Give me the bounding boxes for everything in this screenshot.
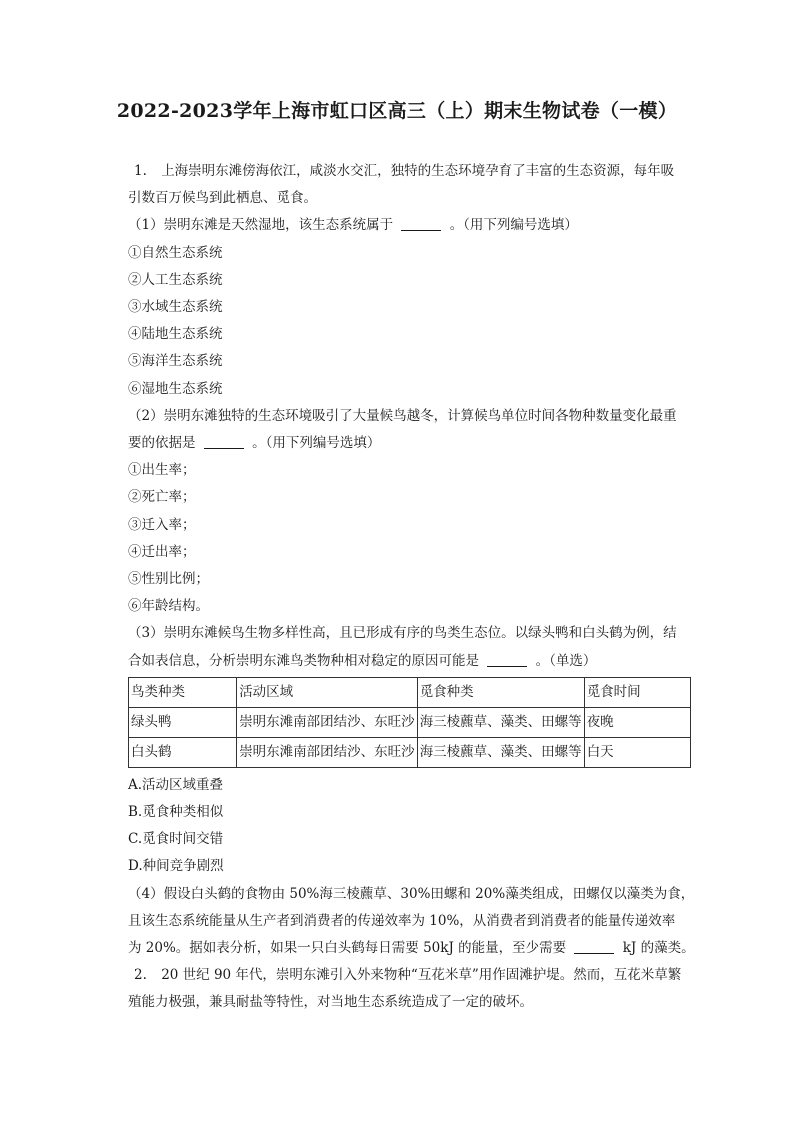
q1-sub2-answer-blank[interactable] xyxy=(204,434,244,449)
table-cell: 崇明东滩南部团结沙、东旺沙 xyxy=(237,737,418,767)
q1-sub2-pre: 要的依据是 xyxy=(128,435,196,452)
q1-sub4-post: kJ 的藻类。 xyxy=(622,940,695,957)
q1-number: 1. xyxy=(134,163,147,179)
q1-sub2-line-1: （2）崇明东滩独特的生态环境吸引了大量候鸟越冬，计算候鸟单位时间各物种数量变化最重 xyxy=(128,407,677,424)
q2-text-1: 20 世纪 90 年代，崇明东滩引入外来物种“互花米草”用作固滩护堤。然而，互花米草繁 xyxy=(161,967,682,984)
q1-sub4-line-2: 且该生态系统能量从生产者到消费者的传递效率为 10%，从消费者到消费者的能量传递效率 xyxy=(128,912,676,929)
q1-sub2-prompt xyxy=(128,430,694,457)
q1-sub2-option: ④迁出率； xyxy=(128,543,196,560)
q1-sub1-option: ⑥湿地生态系统 xyxy=(128,380,223,397)
table-cell: 崇明东滩南部团结沙、东旺沙 xyxy=(237,707,418,737)
q1-sub1-option: ③水域生态系统 xyxy=(128,299,223,316)
q1-sub1-option: ①自然生态系统 xyxy=(128,244,223,261)
q1-sub1-option: ②人工生态系统 xyxy=(128,271,223,288)
q1-sub4-answer-blank[interactable] xyxy=(574,939,614,954)
q1-sub2-option: ③迁入率； xyxy=(128,516,196,533)
q1-intro-line-1 xyxy=(128,158,694,185)
table-header-cell: 活动区域 xyxy=(237,677,418,707)
q1-sub1-prompt xyxy=(128,212,694,239)
table-cell: 绿头鸭 xyxy=(129,707,237,737)
q1-sub1-option: ⑤海洋生态系统 xyxy=(128,353,223,370)
q1-sub1-post: 。（用下列编号选填） xyxy=(449,217,578,234)
table-header-cell: 鸟类种类 xyxy=(129,677,237,707)
table-cell: 白天 xyxy=(584,737,690,767)
q1-sub2-post: 。（用下列编号选填） xyxy=(252,435,381,452)
q1-sub3-option-a: A.活动区域重叠 xyxy=(128,776,224,793)
q1-sub3-answer-blank[interactable] xyxy=(487,652,527,667)
q1-sub1-answer-blank[interactable] xyxy=(401,216,441,231)
q1-sub3-option-d: D.种间竞争剧烈 xyxy=(128,858,224,875)
q1-sub2-option: ⑤性别比例； xyxy=(128,571,209,588)
q1-sub1-pre: （1）崇明东滩是天然湿地，该生态系统属于 xyxy=(128,217,394,234)
table-row xyxy=(129,737,691,767)
table-header-cell: 觅食时间 xyxy=(584,677,690,707)
q1-intro-line-2: 引数百万候鸟到此栖息、觅食。 xyxy=(128,190,317,207)
table-cell: 海三棱藨草、藻类、田螺等 xyxy=(417,707,584,737)
q1-sub2-option: ②死亡率； xyxy=(128,489,196,506)
q1-sub3-pre: 合如表信息，分析崇明东滩鸟类物种相对稳定的原因可能是 xyxy=(128,652,479,669)
table-row xyxy=(129,707,691,737)
table-cell: 夜晚 xyxy=(584,707,690,737)
q2-line-1 xyxy=(128,962,694,989)
page-title: 2022-2023学年上海市虹口区高三（上）期末生物试卷（一模） xyxy=(116,100,678,122)
q1-sub3-prompt xyxy=(128,648,694,675)
table-header-row xyxy=(129,677,691,707)
q1-sub4-prompt xyxy=(128,935,694,962)
q1-sub3-option-c: C.觅食时间交错 xyxy=(128,831,224,848)
q2-line-2: 殖能力极强，兼具耐盐等特性，对当地生态系统造成了一定的破坏。 xyxy=(128,994,533,1011)
table-cell: 海三棱藨草、藻类、田螺等 xyxy=(417,737,584,767)
table-cell: 白头鹤 xyxy=(129,737,237,767)
q2-number: 2. xyxy=(134,967,147,984)
question-content xyxy=(128,158,694,1017)
q1-sub3-line-1: （3）崇明东滩候鸟生物多样性高，且已形成有序的鸟类生态位。以绿头鸭和白头鹤为例，结 xyxy=(128,625,677,642)
q1-sub3-post: 。（单选） xyxy=(535,652,597,669)
q1-sub4-pre: 为 20%。据如表分析，如果一只白头鹤每日需要 50kJ 的能量，至少需要 xyxy=(128,940,567,957)
q1-sub2-option: ⑥年龄结构。 xyxy=(128,598,209,615)
bird-info-table xyxy=(128,677,691,768)
q1-sub4-line-1: （4）假设白头鹤的食物由 50%海三棱藨草、30%田螺和 20%藻类组成，田螺仅以藻类为食， xyxy=(128,885,695,902)
q1-intro-text-1: 上海崇明东滩傍海依江，咸淡水交汇，独特的生态环境孕育了丰富的生态资源，每年吸 xyxy=(161,163,675,179)
q1-sub2-option: ①出生率； xyxy=(128,462,196,479)
table-header-cell: 觅食种类 xyxy=(417,677,584,707)
q1-sub1-option: ④陆地生态系统 xyxy=(128,326,223,343)
q1-sub3-option-b: B.觅食种类相似 xyxy=(128,804,224,821)
